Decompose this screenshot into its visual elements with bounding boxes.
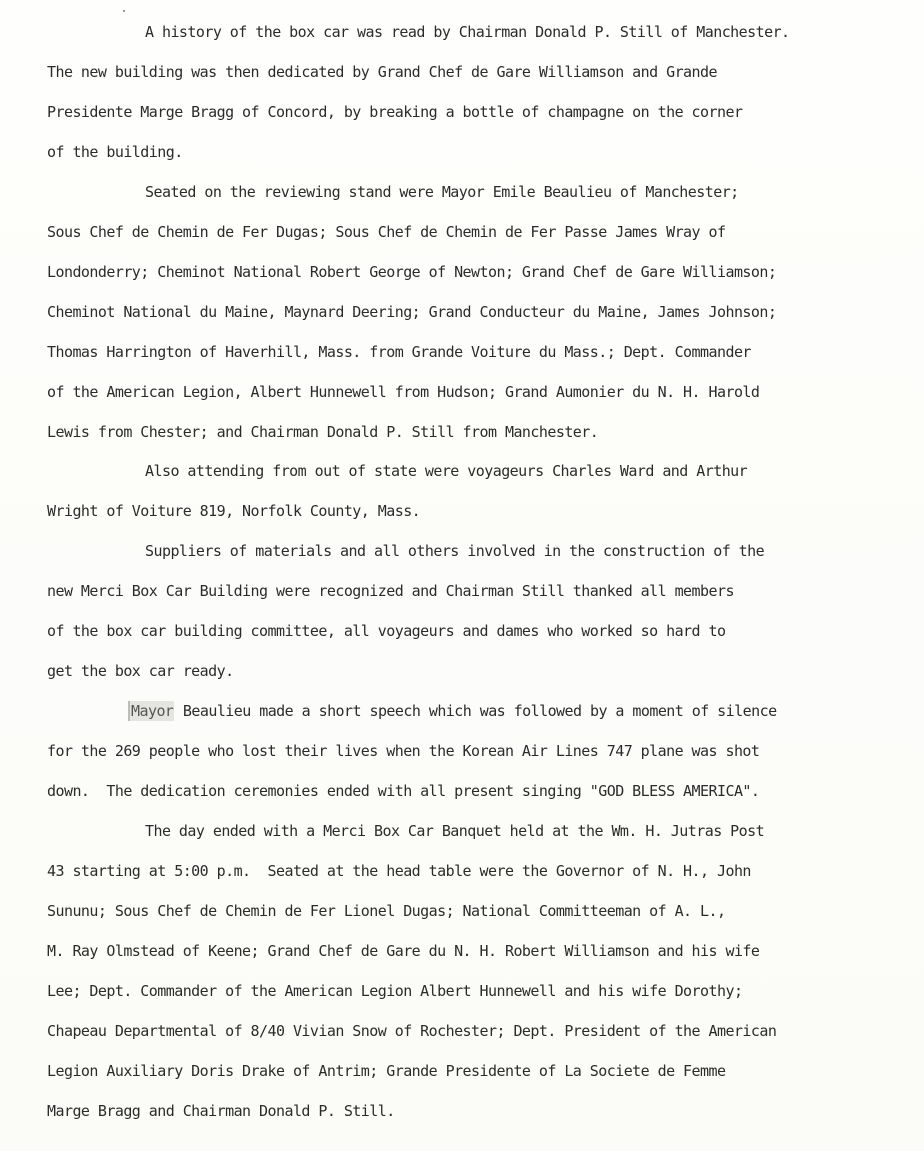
text-line: Chapeau Departmental of 8/40 Vivian Snow of Rochester; Dept. President of the American (47, 1022, 777, 1040)
text-line: of the American Legion, Albert Hunnewell from Hudson; Grand Aumonier du N. H. Harold (47, 383, 760, 401)
text-line: M. Ray Olmstead of Keene; Grand Chef de Gare du N. H. Robert Williamson and his wife (47, 942, 760, 960)
mayor-correction-line (128, 701, 777, 723)
text-line: Seated on the reviewing stand were Mayor Emile Beaulieu of Manchester; (145, 183, 739, 201)
text-line: Cheminot National du Maine, Maynard Deering; Grand Conducteur du Maine, James Johnson; (47, 303, 777, 321)
text-line: Also attending from out of state were voyageurs Charles Ward and Arthur (145, 462, 748, 480)
text-line: Wright of Voiture 819, Norfolk County, Mass. (47, 502, 421, 520)
text-line: 43 starting at 5:00 p.m. Seated at the head table were the Governor of N. H., John (47, 862, 751, 880)
text-line: Beaulieu made a short speech which was followed by a moment of silence (182, 702, 777, 720)
text-line: for the 269 people who lost their lives when the Korean Air Lines 747 plane was shot (47, 742, 760, 760)
text-line: get the box car ready. (47, 662, 234, 680)
text-line: Lee; Dept. Commander of the American Legion Albert Hunnewell and his wife Dorothy; (47, 982, 743, 1000)
text-line: Presidente Marge Bragg of Concord, by breaking a bottle of champagne on the corner (47, 103, 743, 121)
text-line: of the building. (47, 143, 183, 161)
text-line: Legion Auxiliary Doris Drake of Antrim; Grande Presidente of La Societe de Femme (47, 1062, 726, 1080)
text-line: Marge Bragg and Chairman Donald P. Still. (47, 1102, 395, 1120)
text-line: The day ended with a Merci Box Car Banquet held at the Wm. H. Jutras Post (145, 822, 765, 840)
text-line: Sous Chef de Chemin de Fer Dugas; Sous Chef de Chemin de Fer Passe James Wray of (47, 223, 726, 241)
mayor-correction-tag: Mayor (128, 701, 174, 721)
text-line: new Merci Box Car Building were recognized and Chairman Still thanked all members (47, 582, 734, 600)
text-line: Suppliers of materials and all others involved in the construction of the (145, 542, 765, 560)
text-line: Sununu; Sous Chef de Chemin de Fer Lionel Dugas; National Committeeman of A. L., (47, 902, 726, 920)
text-line: Thomas Harrington of Haverhill, Mass. from Grande Voiture du Mass.; Dept. Commander (47, 343, 751, 361)
paper-speck (123, 10, 125, 12)
text-line: Lewis from Chester; and Chairman Donald P. Still from Manchester. (47, 423, 599, 441)
text-line: A history of the box car was read by Chairman Donald P. Still of Manchester. (145, 23, 790, 41)
text-line: of the box car building committee, all voyageurs and dames who worked so hard to (47, 622, 726, 640)
text-line: The new building was then dedicated by Grand Chef de Gare Williamson and Grande (47, 63, 717, 81)
text-line: down. The dedication ceremonies ended with all present singing "GOD BLESS AMERICA". (47, 782, 760, 800)
text-line: Londonderry; Cheminot National Robert George of Newton; Grand Chef de Gare Williamson; (47, 263, 777, 281)
